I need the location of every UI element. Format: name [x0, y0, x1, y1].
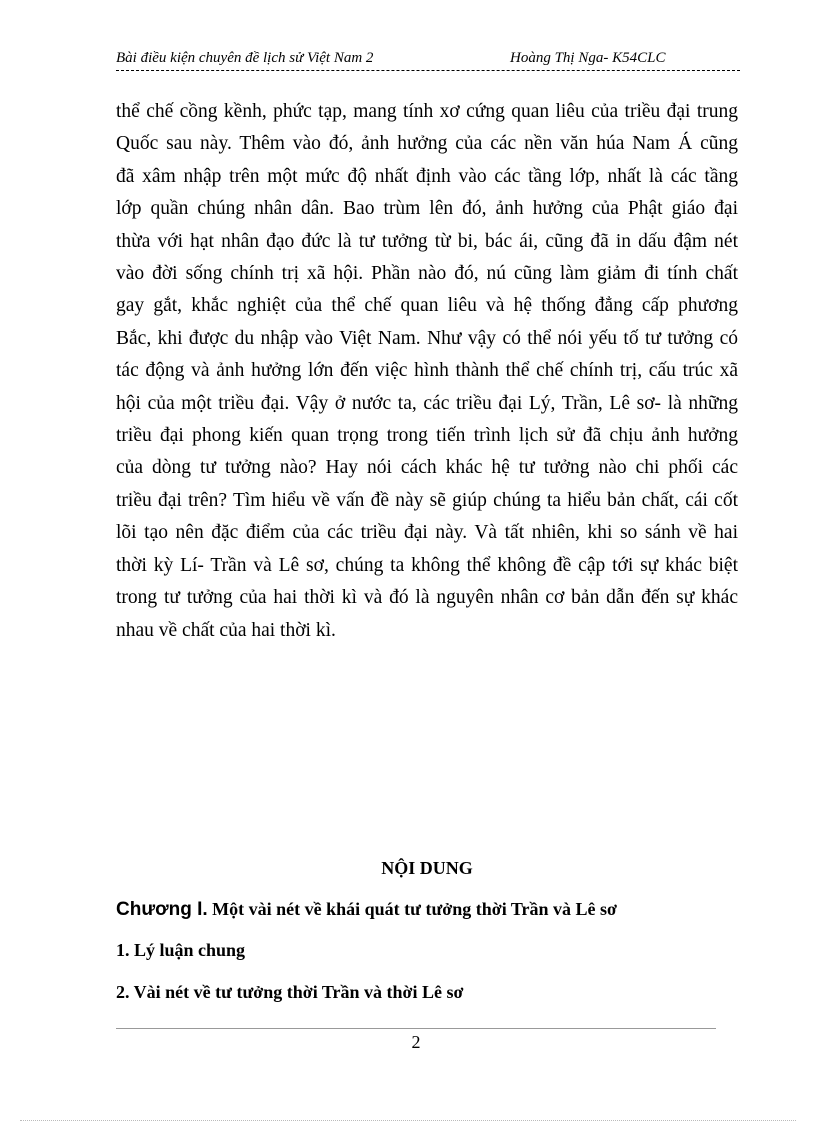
body-line: thừa với hạt nhân đạo đức là tư tưởng từ bi, bác ái, cũng đã in dấu đậm nét — [116, 230, 738, 252]
body-line: tác động và ảnh hưởng lớn đến việc hình thành thể chế chính trị, cấu trúc xã — [116, 360, 738, 382]
subsection-heading: 2. Vài nét về tư tưởng thời Trần và thời Lê sơ — [116, 982, 464, 1002]
page-edge-divider — [20, 1120, 796, 1121]
body-line: Bắc, khi được du nhập vào Việt Nam. Như vậy có thể nói yếu tố tư tưởng có — [116, 327, 738, 349]
body-line: thời kỳ Lí- Trần và Lê sơ, chúng ta không thể không đề cập tới sự khác biệt — [116, 554, 738, 576]
header-author: Hoàng Thị Nga- K54CLC — [510, 50, 666, 66]
body-line: đã xâm nhập trên một mức độ nhất định vào các tầng lớp, nhất là các tầng — [116, 165, 738, 187]
body-line: triều đại phong kiến quan trọng trong tiến trình lịch sử đã chịu ảnh hưởng — [116, 425, 738, 447]
header-document-title: Bài điều kiện chuyên đề lịch sử Việt Nam 2 — [116, 50, 374, 66]
body-paragraph — [116, 96, 738, 647]
page-header — [116, 48, 740, 71]
chapter-number: Chương I. — [116, 899, 208, 920]
body-line: trong tư tưởng của hai thời kì và đó là nguyên nhân cơ bản dẫn đến sự khác — [116, 587, 738, 609]
body-line: nhau về chất của hai thời kì. — [116, 619, 336, 641]
body-line: thể chế cồng kềnh, phức tạp, mang tính xơ cứng quan liêu của triều đại trung — [116, 101, 738, 122]
body-line: lớp quần chúng nhân dân. Bao trùm lên đó, ảnh hưởng của Phật giáo đại — [116, 198, 738, 220]
body-line: hội của một triều đại. Vậy ở nước ta, các triều đại Lý, Trần, Lê sơ- là những — [116, 392, 738, 414]
body-line: lõi tạo nên đặc điểm của các triều đại này. Và tất nhiên, khi so sánh về hai — [116, 522, 738, 544]
body-line: Quốc sau này. Thêm vào đó, ảnh hưởng của các nền văn húa Nam Á cũng — [116, 133, 738, 155]
footer-divider — [116, 1028, 716, 1029]
section-title: NỘI DUNG — [381, 858, 473, 878]
subsection-heading: 1. Lý luận chung — [116, 940, 246, 960]
body-line: gay gắt, khắc nghiệt của thể chế quan liêu và hệ thống đẳng cấp phương — [116, 295, 738, 317]
chapter-heading — [116, 899, 617, 921]
body-line: vào đời sống chính trị xã hội. Phần nào đó, nú cũng làm giảm đi tính chất — [116, 263, 738, 285]
chapter-title: Một vài nét về khái quát tư tưởng thời Trần và Lê sơ — [212, 899, 618, 919]
body-line: triều đại trên? Tìm hiểu về vấn đề này sẽ giúp chúng ta hiểu bản chất, cái cốt — [116, 489, 738, 511]
body-line: của dòng tư tưởng nào? Hay nói cách khác hệ tư tưởng nào chi phối các — [116, 457, 738, 479]
page-number: 2 — [411, 1032, 421, 1052]
